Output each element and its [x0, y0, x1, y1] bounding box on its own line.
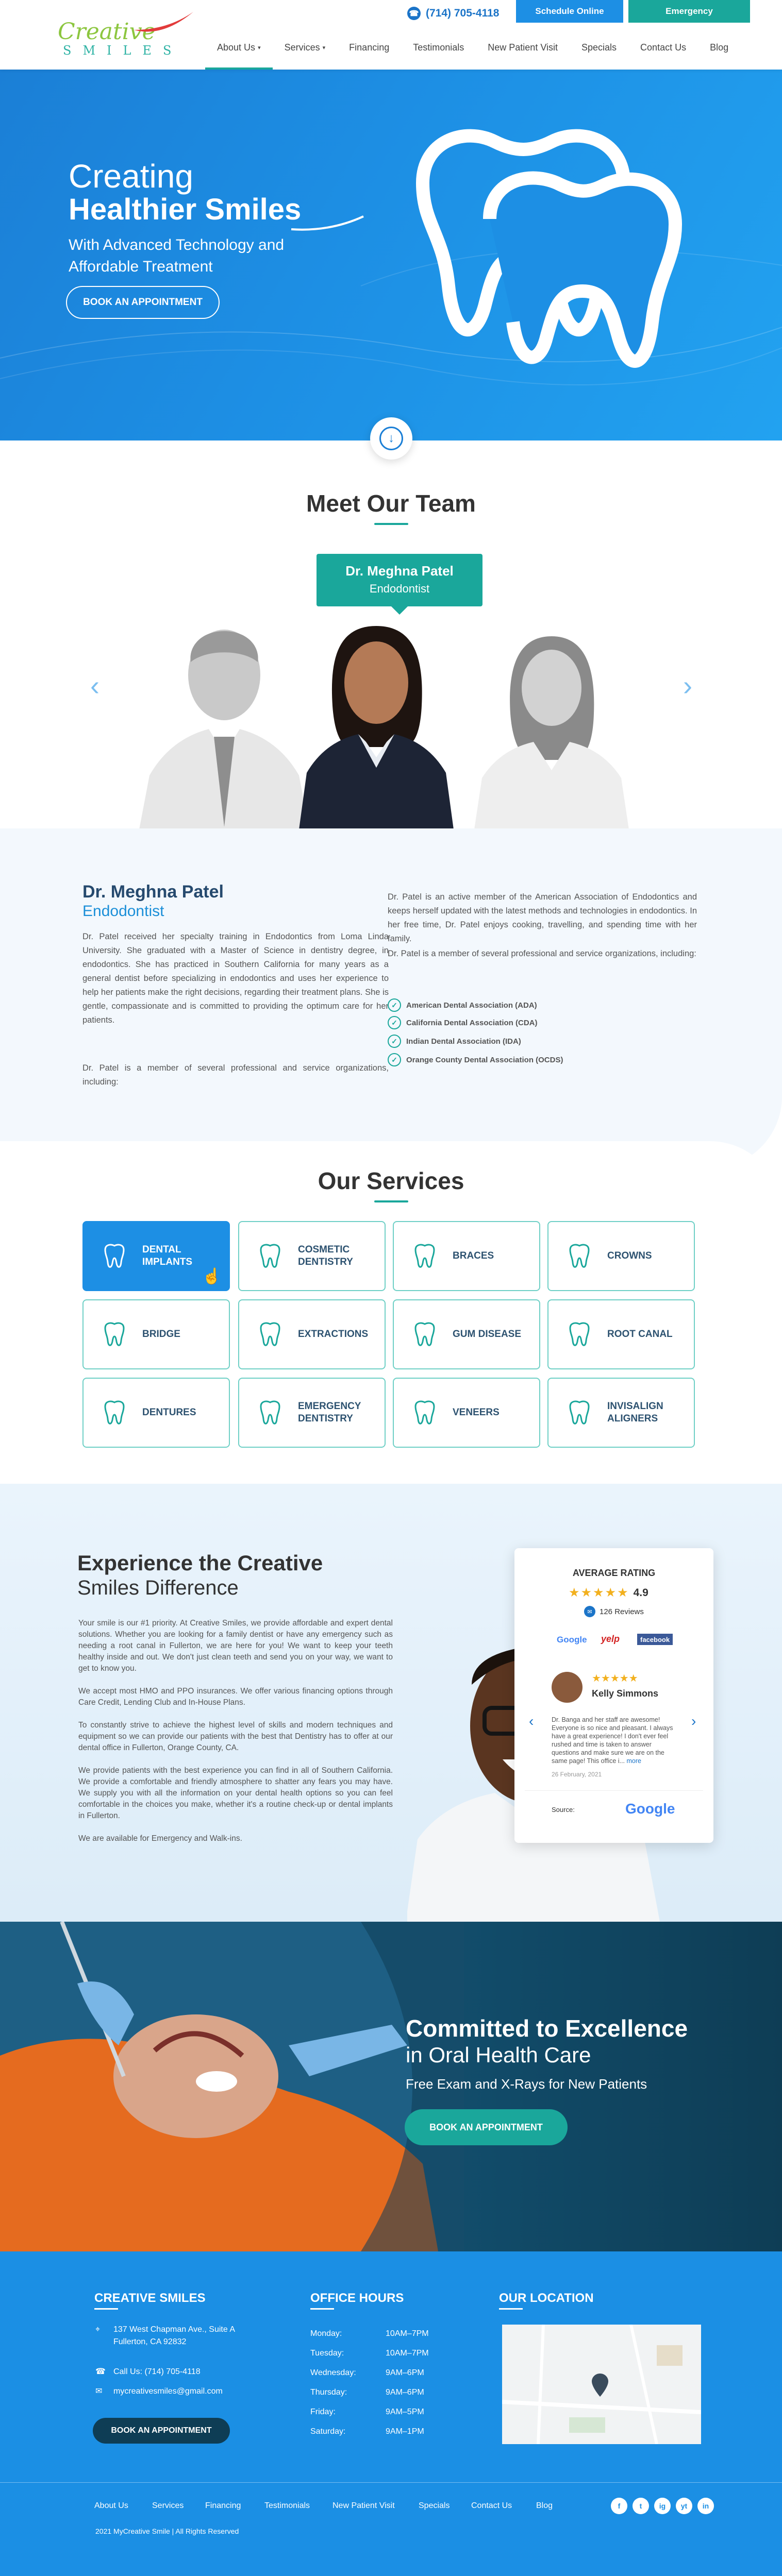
service-card[interactable]	[393, 1378, 540, 1448]
youtube-icon[interactable]: yt	[676, 2498, 692, 2514]
bio-paragraph-1: Dr. Patel received her specialty training in Endodontics from Loma Linda University. She graduated with a Master of Science in dentistry degree, in endodontics. She has practiced in Southern California for many years as a general dentist before specializing in endodontics and uses her experience to help her patients make the right decisions, regarding their treatment plans. She is gentle, compassionate and is committed to providing the optimum care for her patients.	[82, 932, 389, 1025]
hours-day: Thursday:	[310, 2388, 347, 2397]
bio-name: Dr. Meghna Patel	[82, 882, 224, 902]
footer-phone[interactable]: Call Us: (714) 705-4118	[113, 2367, 201, 2376]
service-label: DENTURES	[142, 1407, 196, 1418]
featured-member-role: Endodontist	[369, 582, 430, 595]
dental-patient-photo	[0, 1922, 464, 2251]
reviewer-name: Kelly Simmons	[592, 1688, 659, 1699]
service-label: EXTRACTIONS	[298, 1329, 369, 1340]
service-label: VENEERS	[453, 1407, 500, 1418]
review-source-google-logo[interactable]: Google	[625, 1801, 675, 1817]
review-prev-arrow-icon[interactable]: ‹	[529, 1713, 534, 1729]
footer-col-title: OUR LOCATION	[499, 2291, 594, 2305]
cosmetic-icon	[254, 1240, 287, 1273]
service-label: EMERGENCY DENTISTRY	[298, 1401, 361, 1424]
hours-day: Saturday:	[310, 2427, 346, 2436]
nav-financing[interactable]: Financing	[349, 42, 390, 53]
schedule-online-button[interactable]: Schedule Online	[516, 0, 623, 23]
emergency-icon	[254, 1396, 287, 1429]
hero-swoosh-icon	[289, 214, 366, 234]
reviewer-avatar	[552, 1672, 583, 1703]
service-card[interactable]	[393, 1299, 540, 1369]
bio-paragraph-4: Dr. Patel is a member of several professional and service organizations, including:	[388, 949, 696, 958]
review-date: 26 February, 2021	[552, 1771, 602, 1778]
tooth-logo-icon	[402, 121, 691, 389]
footer-nav-link[interactable]: Testimonials	[264, 2501, 310, 2510]
yelp-logo[interactable]: yelp	[601, 1634, 620, 1644]
check-icon: ✓	[388, 1053, 401, 1066]
chat-icon: ✉	[584, 1606, 595, 1617]
hours-time: 9AM–5PM	[386, 2408, 424, 2416]
rating-value: 4.9	[633, 1586, 648, 1599]
nav-contact-us[interactable]: Contact Us	[640, 42, 687, 53]
service-card[interactable]	[547, 1299, 695, 1369]
review-source-label: Source:	[552, 1806, 575, 1814]
header-phone-text: (714) 705-4118	[426, 7, 500, 19]
footer-mail-icon: ✉	[95, 2387, 103, 2396]
hero-title-line-1: Creating	[69, 158, 193, 195]
review-heading: AVERAGE RATING	[572, 1568, 656, 1578]
committed-title-line-1: Committed to Excellence	[406, 2015, 688, 2042]
footer-separator	[0, 2482, 782, 2483]
aligner-icon	[563, 1396, 596, 1429]
footer-email[interactable]: mycreativesmiles@gmail.com	[113, 2387, 223, 2396]
review-next-arrow-icon[interactable]: ›	[691, 1713, 696, 1729]
hours-time: 10AM–7PM	[386, 2349, 429, 2358]
root-canal-icon	[563, 1318, 596, 1351]
chevron-down-icon: ▾	[258, 44, 261, 51]
service-label: BRIDGE	[142, 1329, 180, 1340]
footer-nav-link[interactable]: Blog	[536, 2501, 553, 2510]
google-logo[interactable]: Google	[557, 1635, 587, 1645]
services-section-title: Our Services	[318, 1167, 464, 1194]
review-more-link[interactable]: more	[626, 1757, 641, 1765]
footer-phone-icon: ☎	[95, 2367, 106, 2376]
footer-nav-link[interactable]: Specials	[419, 2501, 450, 2510]
arrow-down-icon: ↓	[379, 427, 403, 450]
hours-day: Monday:	[310, 2329, 342, 2338]
hours-time: 9AM–6PM	[386, 2368, 424, 2377]
nav-about-us[interactable]: About Us ▾	[205, 38, 273, 57]
featured-member-tag	[317, 554, 482, 606]
experience-paragraph: We accept most HMO and PPO insurances. We offer various financing options through Care Credit, Lending Club and In-House Plans.	[78, 1687, 393, 1707]
service-card[interactable]	[393, 1221, 540, 1291]
footer-title-underline	[499, 2308, 523, 2310]
bio-paragraph-3: Dr. Patel is an active member of the American Association of Endodontics and keeps herself updated with the latest methods and technologies in endodontics. In her free time, Dr. Patel enjoys cooking, travelling, and spending time with her family.	[388, 892, 697, 943]
braces-icon	[408, 1240, 441, 1273]
service-label: DENTAL IMPLANTS	[142, 1244, 193, 1267]
committed-title-line-2: in Oral Health Care	[406, 2043, 591, 2067]
experience-paragraph: We provide patients with the best experience you can find in all of Southern California. We provide a comfortable and friendly atmosphere to shatter any fears you may have. We supply you with all the information on your dental health options so you can feel comfortable in the choices you make, whether it's a routine check-up or dental implants in Fullerton.	[78, 1766, 393, 1820]
location-pin-icon: ⌖	[95, 2325, 101, 2334]
service-label: BRACES	[453, 1250, 494, 1261]
team-member-photo-left[interactable]	[139, 621, 309, 829]
experience-title-line-1: Experience the Creative	[77, 1551, 323, 1575]
nav-testimonials[interactable]: Testimonials	[413, 42, 464, 53]
rating-row	[569, 1585, 648, 1600]
service-label: CROWNS	[607, 1250, 652, 1261]
footer-nav-link[interactable]: New Patient Visit	[332, 2501, 395, 2510]
main-nav	[205, 38, 740, 57]
hero-banner	[0, 70, 782, 440]
credential-item: ✓ American Dental Association (ADA)	[388, 998, 537, 1012]
footer-address-line-2: Fullerton, CA 92832	[113, 2337, 187, 2346]
services-title-underline	[374, 1200, 408, 1202]
facebook-icon[interactable]: f	[611, 2498, 627, 2514]
review-card	[514, 1548, 713, 1843]
service-card[interactable]	[547, 1221, 695, 1291]
team-member-photo-center[interactable]	[289, 618, 464, 829]
footer-col-title: CREATIVE SMILES	[94, 2291, 206, 2305]
experience-paragraph: Your smile is our #1 priority. At Creative Smiles, we provide affordable and expert dental solutions. Whether you are looking for a family dentist or have any emergency such as needing a root canal in Fullerton, we are here for you! We want to keep your teeth healthy inside and out. We don't just clean teeth and send you on your way, we want to get to know you.	[78, 1619, 393, 1673]
scroll-down-button[interactable]	[370, 417, 412, 460]
credential-item: ✓ California Dental Association (CDA)	[388, 1016, 537, 1029]
footer-title-underline	[94, 2308, 118, 2310]
experience-paragraph: To constantly strive to achieve the highest level of skills and modern techniques and equipment so we can provide our patients with the best that Dentistry has to offer at our dental office in Fullerton, Orange County, CA.	[78, 1721, 393, 1752]
logo-word[interactable]: Creative	[58, 19, 156, 45]
review-count-row	[584, 1606, 644, 1617]
service-card[interactable]	[547, 1378, 695, 1448]
service-card[interactable]	[82, 1378, 230, 1448]
emergency-button[interactable]: Emergency	[628, 0, 750, 23]
hours-day: Friday:	[310, 2408, 336, 2416]
footer-nav-link[interactable]: Contact Us	[471, 2501, 512, 2510]
footer-nav-link[interactable]: Services	[152, 2501, 184, 2510]
nav-services[interactable]: Services ▾	[284, 42, 326, 53]
nav-specials[interactable]: Specials	[581, 42, 617, 53]
service-card[interactable]	[82, 1299, 230, 1369]
implant-icon	[98, 1240, 131, 1273]
service-card[interactable]	[238, 1299, 386, 1369]
nav-blog[interactable]: Blog	[710, 42, 729, 53]
committed-book-appointment-button[interactable]: BOOK AN APPOINTMENT	[405, 2109, 568, 2145]
copyright: 2021 MyCreative Smile | All Rights Reserved	[95, 2527, 239, 2535]
crown-icon	[563, 1240, 596, 1273]
phone-icon: ☎	[407, 7, 421, 20]
service-card[interactable]	[238, 1378, 386, 1448]
bio-paragraph-2: Dr. Patel is a member of several professional and service organizations, including:	[82, 1063, 389, 1087]
nav-new-patient-visit[interactable]: New Patient Visit	[488, 42, 558, 53]
committed-banner	[0, 1922, 782, 2251]
check-icon: ✓	[388, 998, 401, 1012]
footer-address-line-1: 137 West Chapman Ave., Suite A	[113, 2325, 235, 2334]
twitter-icon[interactable]: t	[633, 2498, 649, 2514]
team-title-underline	[374, 523, 408, 525]
service-card[interactable]	[238, 1221, 386, 1291]
footer-nav-link[interactable]: About Us	[94, 2501, 128, 2510]
footer-col-title: OFFICE HOURS	[310, 2291, 404, 2305]
dentures-icon	[98, 1396, 131, 1429]
footer-nav-link[interactable]: Financing	[205, 2501, 241, 2510]
linkedin-icon[interactable]: in	[697, 2498, 714, 2514]
featured-member-name: Dr. Meghna Patel	[345, 563, 454, 579]
header-phone[interactable]	[407, 4, 499, 23]
hours-day: Wednesday:	[310, 2368, 356, 2377]
footer-title-underline	[310, 2308, 334, 2310]
site-header	[0, 0, 782, 70]
service-label: GUM DISEASE	[453, 1329, 522, 1340]
experience-paragraph: We are available for Emergency and Walk-ins.	[78, 1834, 242, 1843]
check-icon: ✓	[388, 1016, 401, 1029]
footer-book-appointment-button[interactable]: BOOK AN APPOINTMENT	[93, 2418, 230, 2444]
team-prev-arrow-icon[interactable]: ‹	[90, 670, 99, 701]
hero-subtitle: With Advanced Technology and Affordable Treatment	[69, 236, 285, 275]
team-section-title: Meet Our Team	[306, 490, 476, 517]
bridge-icon	[98, 1318, 131, 1351]
hours-day: Tuesday:	[310, 2349, 344, 2358]
hero-book-appointment-button[interactable]: BOOK AN APPOINTMENT	[66, 286, 220, 319]
check-icon: ✓	[388, 1035, 401, 1048]
committed-subtitle: Free Exam and X-Rays for New Patients	[406, 2076, 647, 2092]
pointer-hand-icon: ☝	[202, 1268, 222, 1285]
gum-icon	[408, 1318, 441, 1351]
chevron-down-icon: ▾	[322, 44, 326, 51]
review-count: 126 Reviews	[600, 1607, 644, 1616]
team-member-photo-right[interactable]	[464, 631, 639, 829]
review-divider	[525, 1790, 703, 1791]
service-label: ROOT CANAL	[607, 1329, 673, 1340]
credential-item: ✓ Orange County Dental Association (OCDS)	[388, 1053, 563, 1066]
hero-title-line-2: Healthier Smiles	[69, 193, 302, 226]
experience-title-line-2: Smiles Difference	[77, 1577, 239, 1599]
rating-stars-icon: ★★★★★	[569, 1586, 629, 1600]
credential-item: ✓ Indian Dental Association (IDA)	[388, 1035, 521, 1048]
facebook-logo[interactable]: facebook	[637, 1634, 673, 1645]
extraction-icon	[254, 1318, 287, 1351]
logo-swoosh-icon	[131, 9, 198, 35]
veneers-icon	[408, 1396, 441, 1429]
review-text: Dr. Banga and her staff are awesome! Everyone is so nice and pleasant. I always have a great experience! I don't ever feel rushed and time is taken to answer questions and make sure we are on the same page! This office i... more	[552, 1716, 673, 1765]
bio-role: Endodontist	[82, 903, 164, 920]
service-label: COSMETIC DENTISTRY	[298, 1244, 353, 1267]
hours-time: 9AM–1PM	[386, 2427, 424, 2436]
service-label: INVISALIGN ALIGNERS	[607, 1401, 663, 1424]
logo-sub: SMILES	[63, 43, 183, 58]
instagram-icon[interactable]: ig	[654, 2498, 671, 2514]
hours-time: 9AM–6PM	[386, 2388, 424, 2397]
reviewer-stars-icon: ★★★★★	[592, 1673, 638, 1684]
hours-time: 10AM–7PM	[386, 2329, 429, 2338]
location-map[interactable]	[502, 2325, 701, 2444]
team-next-arrow-icon[interactable]: ›	[683, 670, 692, 701]
